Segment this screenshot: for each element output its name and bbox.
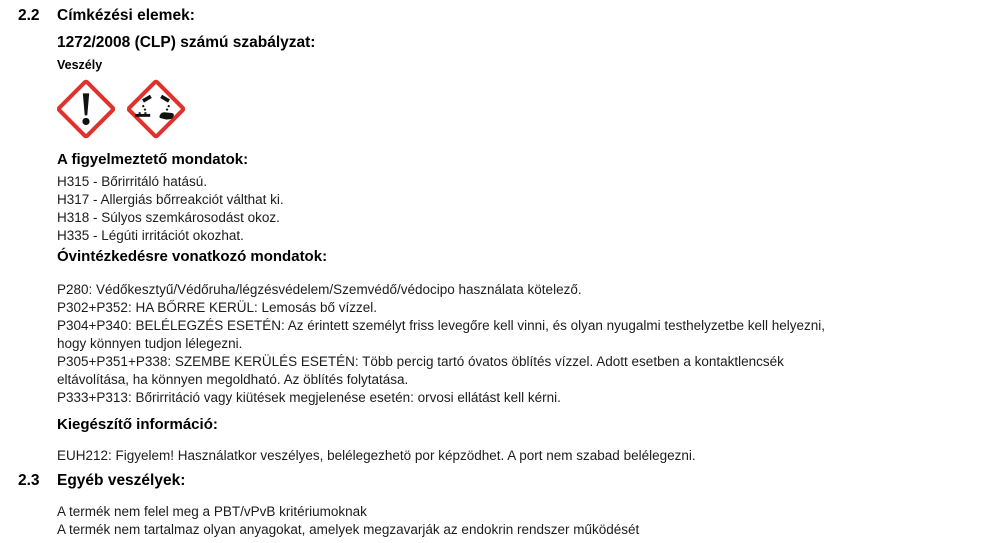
ghs-corrosion-pictogram-icon xyxy=(127,78,185,140)
other-hazards-list xyxy=(57,503,982,539)
hazard-statements-heading: A figyelmeztető mondatok: xyxy=(57,151,249,168)
precautionary-statement-p305-p351-p338: P305+P351+P338: SZEMBE KERÜLÉS ESETÉN: Több percig tartó óvatos öblítés vízzel. Adott esetben a kontaktlencsék xyxy=(57,354,784,369)
clp-regulation-heading: 1272/2008 (CLP) számú szabályzat: xyxy=(57,34,316,51)
hazard-statement-h335: H335 - Légúti irritációt okozhat. xyxy=(57,228,244,243)
hazard-statement-h318: H318 - Súlyos szemkárosodást okoz. xyxy=(57,210,280,225)
other-hazards-endocrine-line: A termék nem tartalmaz olyan anyagokat, amelyek megzavarják az endokrin rendszer működését xyxy=(57,522,640,537)
section-2-2-heading-row xyxy=(18,6,982,26)
hazard-statements-list xyxy=(57,173,982,245)
other-hazards-pbt-line: A termék nem felel meg a PBT/vPvB kritériumoknak xyxy=(57,504,367,519)
precautionary-statements-list xyxy=(57,281,982,407)
section-title: Címkézési elemek: xyxy=(57,7,195,24)
section-other-hazards xyxy=(18,471,982,539)
precautionary-statement-p304-p340-continued: hogy könnyen tudjon lélegezni. xyxy=(57,336,243,351)
precautionary-statement-p280: P280: Védőkesztyű/Védőruha/légzésvédelem/Szemvédő/védocipo használata kötelező. xyxy=(57,282,582,297)
section-labelling-elements xyxy=(18,6,982,465)
ghs-exclamation-mark-pictogram-icon xyxy=(57,78,115,140)
section-number: 2.3 xyxy=(18,472,40,489)
hazard-statement-h317: H317 - Allergiás bőrreakciót válthat ki. xyxy=(57,192,284,207)
supplemental-statement-euh212: EUH212: Figyelem! Használatkor veszélyes, belélegezhetö por képzödhet. A port nem szabad belélegezni. xyxy=(57,448,696,463)
precautionary-statements-heading: Óvintézkedésre vonatkozó mondatok: xyxy=(57,248,328,265)
precautionary-statement-p302-p352: P302+P352: HA BŐRRE KERÜL: Lemosás bő vízzel. xyxy=(57,300,378,315)
precautionary-statement-p304-p340: P304+P340: BELÉLEGZÉS ESETÉN: Az érintett személyt friss levegőre kell vinni, és olyan nyugalmi testhelyzetbe kell helyezni, xyxy=(57,318,825,333)
section-number: 2.2 xyxy=(18,7,40,24)
signal-word: Veszély xyxy=(57,58,103,72)
precautionary-statement-p333-p313: P333+P313: Bőrirritáció vagy kiütések megjelenése esetén: orvosi ellátást kell kérni. xyxy=(57,390,561,405)
precautionary-statement-p305-p351-p338-continued: eltávolítása, ha könnyen megoldható. Az öblítés folytatása. xyxy=(57,372,409,387)
section-title: Egyéb veszélyek: xyxy=(57,472,186,489)
section-2-3-heading-row xyxy=(18,471,982,491)
supplemental-information-heading: Kiegészítő információ: xyxy=(57,416,218,433)
hazard-statement-h315: H315 - Bőrirritáló hatású. xyxy=(57,174,208,189)
ghs-pictogram-row xyxy=(57,78,982,140)
